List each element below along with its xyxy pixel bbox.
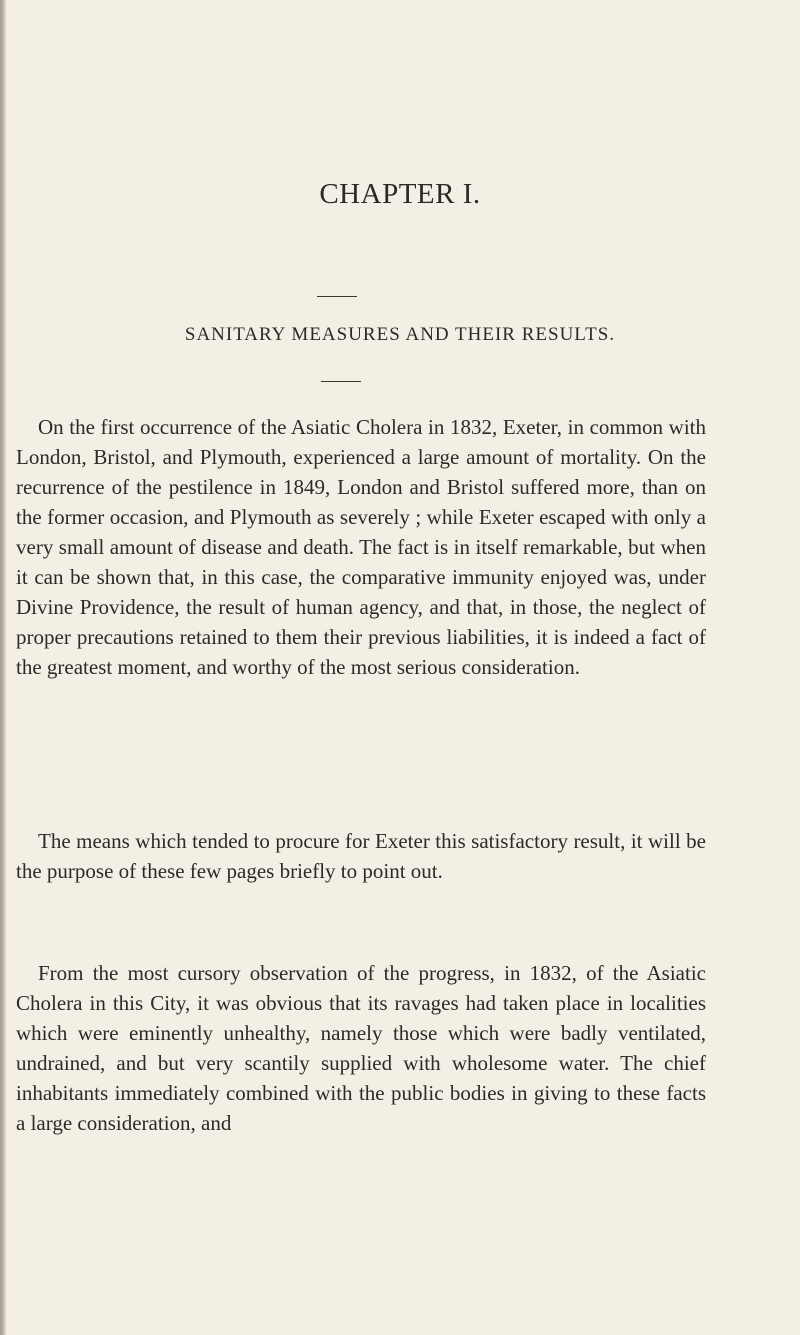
title-divider-rule [317, 296, 357, 297]
paragraph-text: The means which tended to procure for Exeter this satisfactory result, it will be the purpose of these few pages briefly to point out. [16, 829, 706, 883]
paragraph [16, 826, 706, 886]
heading-divider-rule [321, 381, 361, 382]
paragraph [16, 958, 706, 1138]
chapter-title: CHAPTER I. [319, 178, 481, 210]
paragraph [16, 412, 706, 682]
section-heading: SANITARY MEASURES AND THEIR RESULTS. [184, 324, 616, 345]
paragraph-text: From the most cursory observation of the progress, in 1832, of the Asiatic Cholera in this City, it was obvious that its ravages had taken place in localities which were eminently unhealthy, namely those which were badly ventilated, undrained, and but very scantily supplied with wholesome water. The chief inhabitants immediately combined with the public bodies in giving to these facts a large consideration, and [16, 961, 706, 1135]
paragraph-text: On the first occurrence of the Asiatic Cholera in 1832, Exeter, in common with London, Bristol, and Plymouth, experienced a large amount of mortality. On the recurrence of the pestilence in 1849, London and Bristol suffered more, than on the former occasion, and Plymouth as severely ; while Exeter escaped with only a very small amount of disease and death. The fact is in itself remarkable, but when it can be shown that, in this case, the comparative immunity enjoyed was, under Divine Providence, the result of human agency, and that, in those, the neglect of proper precautions retained to them their previous liabilities, it is indeed a fact of the greatest moment, and worthy of the most serious consideration. [16, 415, 706, 679]
